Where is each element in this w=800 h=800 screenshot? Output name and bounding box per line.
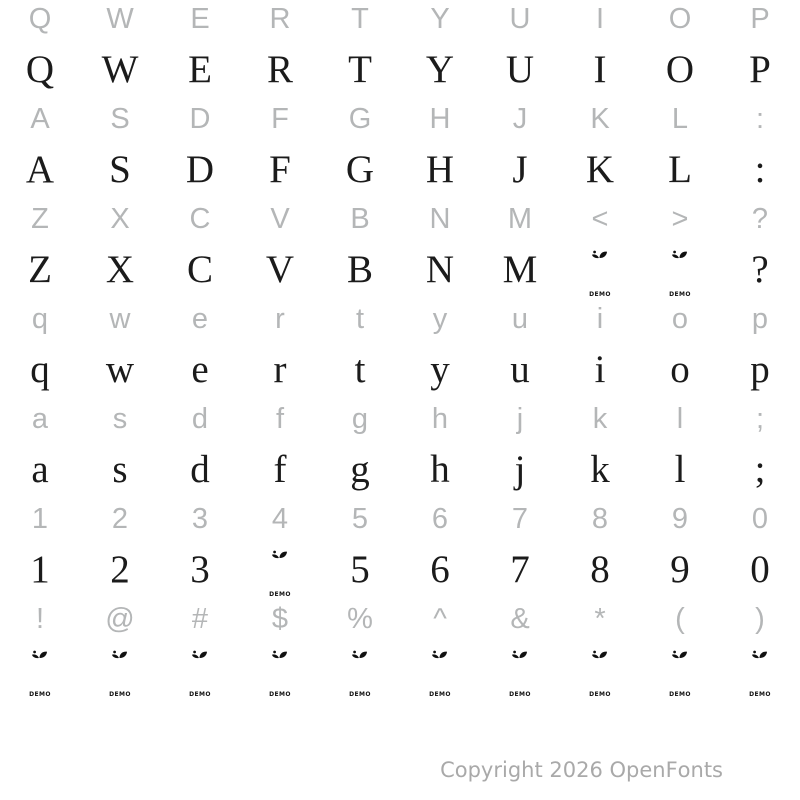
glyph-cell: ? xyxy=(751,248,769,291)
glyph-cell: e xyxy=(191,348,209,391)
glyph-cell: 3 xyxy=(190,548,210,591)
glyph-cell: y xyxy=(432,303,448,335)
glyph-cell: H xyxy=(429,103,451,135)
demo-fleuron-icon xyxy=(351,650,368,660)
glyph-cell: H xyxy=(425,148,455,191)
glyph-cell: l xyxy=(674,448,686,491)
demo-placeholder-glyph xyxy=(189,650,211,706)
glyph-cell: X xyxy=(105,248,135,291)
glyph-cell: $ xyxy=(271,603,289,635)
glyph-cell: o xyxy=(671,303,689,335)
glyph-cell: : xyxy=(754,148,766,191)
glyph-cell: 0 xyxy=(750,548,770,591)
reference-char-row xyxy=(0,600,800,650)
demo-glyph-label: DEMO xyxy=(29,691,51,698)
demo-fleuron-icon xyxy=(511,650,528,660)
demo-glyph-label: DEMO xyxy=(669,291,691,298)
glyph-cell: Y xyxy=(425,48,455,91)
glyph-cell: T xyxy=(348,48,372,91)
glyph-cell xyxy=(560,650,640,700)
preview-char-row xyxy=(0,50,800,100)
glyph-cell: L xyxy=(671,103,689,135)
demo-glyph-label: DEMO xyxy=(589,291,611,298)
demo-fleuron-icon xyxy=(671,650,688,660)
demo-placeholder-glyph xyxy=(29,650,51,706)
demo-glyph-label: DEMO xyxy=(349,691,371,698)
glyph-cell: U xyxy=(509,3,531,35)
glyph-cell: T xyxy=(351,3,369,35)
glyph-cell: 8 xyxy=(591,503,609,535)
demo-placeholder-glyph xyxy=(269,550,291,606)
glyph-cell: F xyxy=(269,148,291,191)
glyph-cell: u xyxy=(510,348,530,391)
glyph-cell: g xyxy=(350,448,370,491)
demo-placeholder-glyph xyxy=(589,250,611,306)
glyph-cell: D xyxy=(185,148,215,191)
glyph-cell: P xyxy=(749,48,771,91)
demo-placeholder-glyph xyxy=(429,650,451,706)
reference-char-row xyxy=(0,300,800,350)
preview-char-row xyxy=(0,650,800,700)
glyph-cell: k xyxy=(590,448,610,491)
glyph-cell: t xyxy=(355,303,365,335)
glyph-cell: U xyxy=(505,48,535,91)
glyph-cell: R xyxy=(269,3,291,35)
glyph-cell: 7 xyxy=(511,503,529,535)
demo-fleuron-icon xyxy=(111,650,128,660)
glyph-cell: 0 xyxy=(751,503,769,535)
preview-char-row xyxy=(0,150,800,200)
glyph-cell: Q xyxy=(25,48,55,91)
glyph-cell: f xyxy=(273,448,287,491)
glyph-cell: j xyxy=(514,448,526,491)
glyph-cell xyxy=(560,250,640,300)
glyph-cell: * xyxy=(594,603,606,635)
demo-placeholder-glyph xyxy=(589,650,611,706)
demo-fleuron-icon xyxy=(31,650,48,660)
glyph-cell: e xyxy=(191,303,209,335)
glyph-cell: B xyxy=(346,248,373,291)
glyph-cell: 2 xyxy=(111,503,129,535)
glyph-cell: & xyxy=(510,603,530,635)
glyph-cell xyxy=(160,650,240,700)
demo-fleuron-icon xyxy=(671,250,688,260)
glyph-cell: N xyxy=(429,203,451,235)
reference-char-row xyxy=(0,0,800,50)
glyph-cell: C xyxy=(186,248,213,291)
glyph-cell: K xyxy=(590,103,610,135)
glyph-cell: h xyxy=(431,403,449,435)
glyph-cell xyxy=(480,650,560,700)
glyph-cell: 8 xyxy=(590,548,610,591)
glyph-cell: K xyxy=(585,148,615,191)
glyph-cell: a xyxy=(31,403,49,435)
demo-glyph-label: DEMO xyxy=(509,691,531,698)
demo-fleuron-icon xyxy=(591,650,608,660)
demo-glyph-label: DEMO xyxy=(109,691,131,698)
glyph-cell xyxy=(720,650,800,700)
glyph-cell: I xyxy=(593,48,607,91)
glyph-cell: V xyxy=(270,203,290,235)
glyph-cell: F xyxy=(271,103,289,135)
glyph-cell: A xyxy=(30,103,50,135)
reference-char-row xyxy=(0,100,800,150)
glyph-cell: Q xyxy=(28,3,52,35)
glyph-cell: O xyxy=(665,48,695,91)
glyph-cell: J xyxy=(512,103,528,135)
glyph-cell: P xyxy=(750,3,770,35)
glyph-cell: u xyxy=(511,303,529,335)
glyph-cell: ) xyxy=(755,603,765,635)
glyph-cell: @ xyxy=(105,603,135,635)
glyph-cell: g xyxy=(351,403,369,435)
glyph-cell: G xyxy=(345,148,375,191)
copyright-watermark: Copyright 2026 OpenFonts xyxy=(440,758,723,782)
demo-glyph-label: DEMO xyxy=(749,691,771,698)
glyph-cell: 5 xyxy=(351,503,369,535)
glyph-cell: 1 xyxy=(30,548,50,591)
glyph-cell: ; xyxy=(754,448,766,491)
preview-char-row xyxy=(0,250,800,300)
glyph-cell: ^ xyxy=(433,603,447,635)
demo-placeholder-glyph xyxy=(509,650,531,706)
glyph-cell: : xyxy=(755,103,765,135)
glyph-cell: f xyxy=(275,403,285,435)
glyph-cell: M xyxy=(502,248,538,291)
glyph-cell: ( xyxy=(675,603,685,635)
glyph-cell: i xyxy=(594,348,606,391)
glyph-cell: J xyxy=(512,148,528,191)
glyph-cell: Y xyxy=(430,3,450,35)
glyph-cell xyxy=(240,650,320,700)
preview-char-row xyxy=(0,550,800,600)
reference-char-row xyxy=(0,500,800,550)
glyph-cell: > xyxy=(671,203,689,235)
glyph-cell: w xyxy=(105,348,135,391)
glyph-cell: 9 xyxy=(671,503,689,535)
glyph-cell: S xyxy=(110,103,130,135)
glyph-cell: 7 xyxy=(510,548,530,591)
demo-placeholder-glyph xyxy=(269,650,291,706)
glyph-cell: d xyxy=(191,403,209,435)
glyph-cell: % xyxy=(347,603,373,635)
demo-fleuron-icon xyxy=(271,650,288,660)
demo-glyph-label: DEMO xyxy=(269,591,291,598)
glyph-cell xyxy=(0,650,80,700)
glyph-cell: Z xyxy=(31,203,49,235)
glyph-cell: o xyxy=(670,348,690,391)
glyph-cell: y xyxy=(430,348,450,391)
demo-placeholder-glyph xyxy=(749,650,771,706)
glyph-cell xyxy=(240,550,320,600)
glyph-cell: l xyxy=(676,403,684,435)
glyph-cell: < xyxy=(591,203,609,235)
glyph-cell: q xyxy=(31,303,49,335)
demo-glyph-label: DEMO xyxy=(189,691,211,698)
glyph-cell: j xyxy=(516,403,524,435)
glyph-cell: R xyxy=(266,48,293,91)
glyph-cell: ; xyxy=(755,403,765,435)
reference-char-row xyxy=(0,200,800,250)
glyph-cell xyxy=(320,650,400,700)
glyph-cell: p xyxy=(751,303,769,335)
glyph-cell: w xyxy=(109,303,131,335)
glyph-cell: I xyxy=(595,3,605,35)
glyph-cell xyxy=(640,650,720,700)
glyph-cell: C xyxy=(189,203,211,235)
glyph-cell: 9 xyxy=(670,548,690,591)
demo-placeholder-glyph xyxy=(349,650,371,706)
glyph-cell: p xyxy=(750,348,770,391)
demo-fleuron-icon xyxy=(271,550,288,560)
demo-fleuron-icon xyxy=(431,650,448,660)
glyph-cell: D xyxy=(189,103,211,135)
demo-placeholder-glyph xyxy=(669,650,691,706)
glyph-cell: r xyxy=(275,303,285,335)
glyph-cell: k xyxy=(592,403,608,435)
glyph-cell: E xyxy=(188,48,212,91)
glyph-cell xyxy=(80,650,160,700)
glyph-cell: X xyxy=(110,203,130,235)
preview-char-row xyxy=(0,350,800,400)
glyph-cell: W xyxy=(101,48,139,91)
glyph-cell: 6 xyxy=(431,503,449,535)
glyph-cell: 3 xyxy=(191,503,209,535)
glyph-cell: s xyxy=(112,403,128,435)
glyph-cell: r xyxy=(273,348,287,391)
glyph-cell: i xyxy=(596,303,604,335)
glyph-cell: W xyxy=(106,3,134,35)
glyph-cell: a xyxy=(31,448,49,491)
glyph-cell: O xyxy=(668,3,692,35)
demo-fleuron-icon xyxy=(751,650,768,660)
demo-placeholder-glyph xyxy=(669,250,691,306)
glyph-cell: A xyxy=(25,148,55,191)
glyph-cell: 1 xyxy=(31,503,49,535)
glyph-cell: 6 xyxy=(430,548,450,591)
glyph-cell: d xyxy=(190,448,210,491)
demo-glyph-label: DEMO xyxy=(589,691,611,698)
glyph-cell xyxy=(640,250,720,300)
glyph-cell: M xyxy=(507,203,533,235)
preview-char-row xyxy=(0,450,800,500)
glyph-cell: t xyxy=(354,348,366,391)
demo-fleuron-icon xyxy=(591,250,608,260)
demo-placeholder-glyph xyxy=(109,650,131,706)
glyph-cell: L xyxy=(668,148,692,191)
glyph-cell: s xyxy=(112,448,128,491)
glyph-cell: # xyxy=(191,603,209,635)
reference-char-row xyxy=(0,400,800,450)
demo-fleuron-icon xyxy=(191,650,208,660)
glyph-cell: ? xyxy=(751,203,769,235)
glyph-cell: B xyxy=(350,203,370,235)
glyph-cell: G xyxy=(348,103,372,135)
glyph-cell: N xyxy=(425,248,455,291)
demo-glyph-label: DEMO xyxy=(269,691,291,698)
glyph-cell: Z xyxy=(28,248,52,291)
demo-glyph-label: DEMO xyxy=(429,691,451,698)
glyph-cell: 5 xyxy=(350,548,370,591)
glyph-cell xyxy=(400,650,480,700)
glyph-cell: 2 xyxy=(110,548,130,591)
demo-glyph-label: DEMO xyxy=(669,691,691,698)
glyph-cell: V xyxy=(265,248,295,291)
glyph-cell: ! xyxy=(35,603,45,635)
glyph-cell: q xyxy=(30,348,50,391)
glyph-cell: S xyxy=(109,148,131,191)
glyph-cell: E xyxy=(190,3,210,35)
glyph-cell: 4 xyxy=(271,503,289,535)
glyph-cell: h xyxy=(430,448,450,491)
